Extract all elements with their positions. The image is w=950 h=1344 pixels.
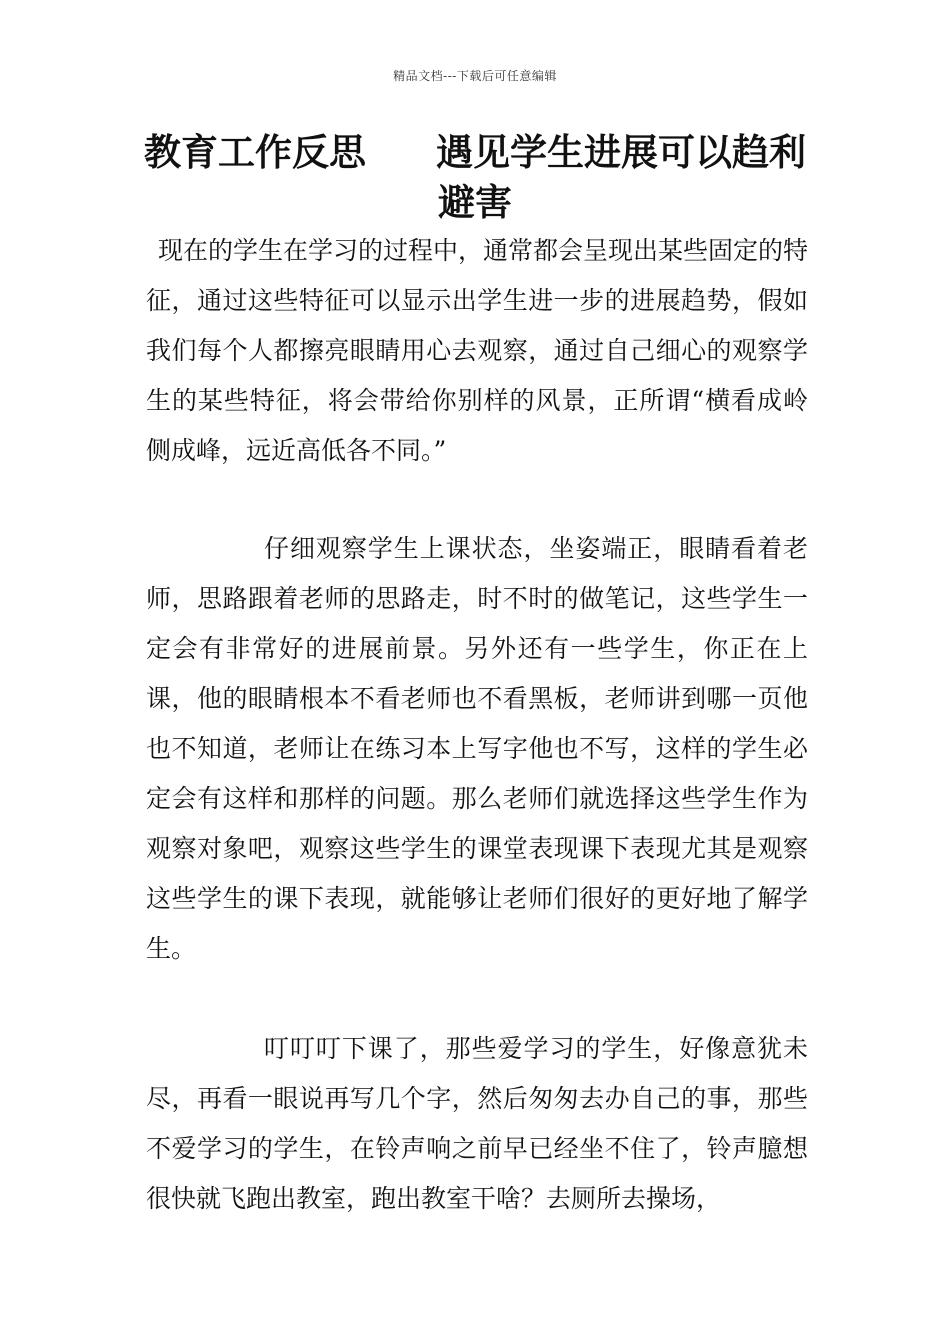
paragraph-3: 叮叮叮下课了，那些爱学习的学生，好像意犹未尽，再看一眼说再写几个字，然后匆匆去办自己的事，那些不爱学习的学生，在铃声响之前早已经坐不住了，铃声臆想很快就飞跑出教室，跑出教室干啥？去厕所去操场，: [146, 1034, 808, 1213]
header-note: 精品文档---下载后可任意编辑: [393, 69, 557, 83]
title-part-1: 教育工作反思: [144, 131, 366, 174]
document-title: [140, 128, 810, 228]
paragraph-2: 仔细观察学生上课状态，坐姿端正，眼睛看着老师，思路跟着老师的思路走，时不时的做笔记，这些学生一定会有非常好的进展前景。另外还有一些学生，你正在上课，他的眼睛根本不看老师也不看黑板，老师讲到哪一页他也不知道，老师让在练习本上写字他也不写，这样的学生必定会有这样和那样的问题。那么老师们就选择这些学生作为观察对象吧，观察这些学生的课堂表现课下表现尤其是观察这些学生的课下表现，就能够让老师们很好的更好地了解学生。: [146, 534, 808, 963]
title-part-2: 遇见学生进展可以趋利避害: [436, 131, 806, 224]
document-body: [146, 226, 808, 1224]
paragraph-1: 现在的学生在学习的过程中，通常都会呈现出某些固定的特征，通过这些特征可以显示出学生进一步的进展趋势，假如我们每个人都擦亮眼睛用心去观察，通过自己细心的观察学生的某些特征，将会带给你别样的风景，正所谓“横看成岭侧成峰，远近高低各不同。”: [146, 236, 809, 465]
